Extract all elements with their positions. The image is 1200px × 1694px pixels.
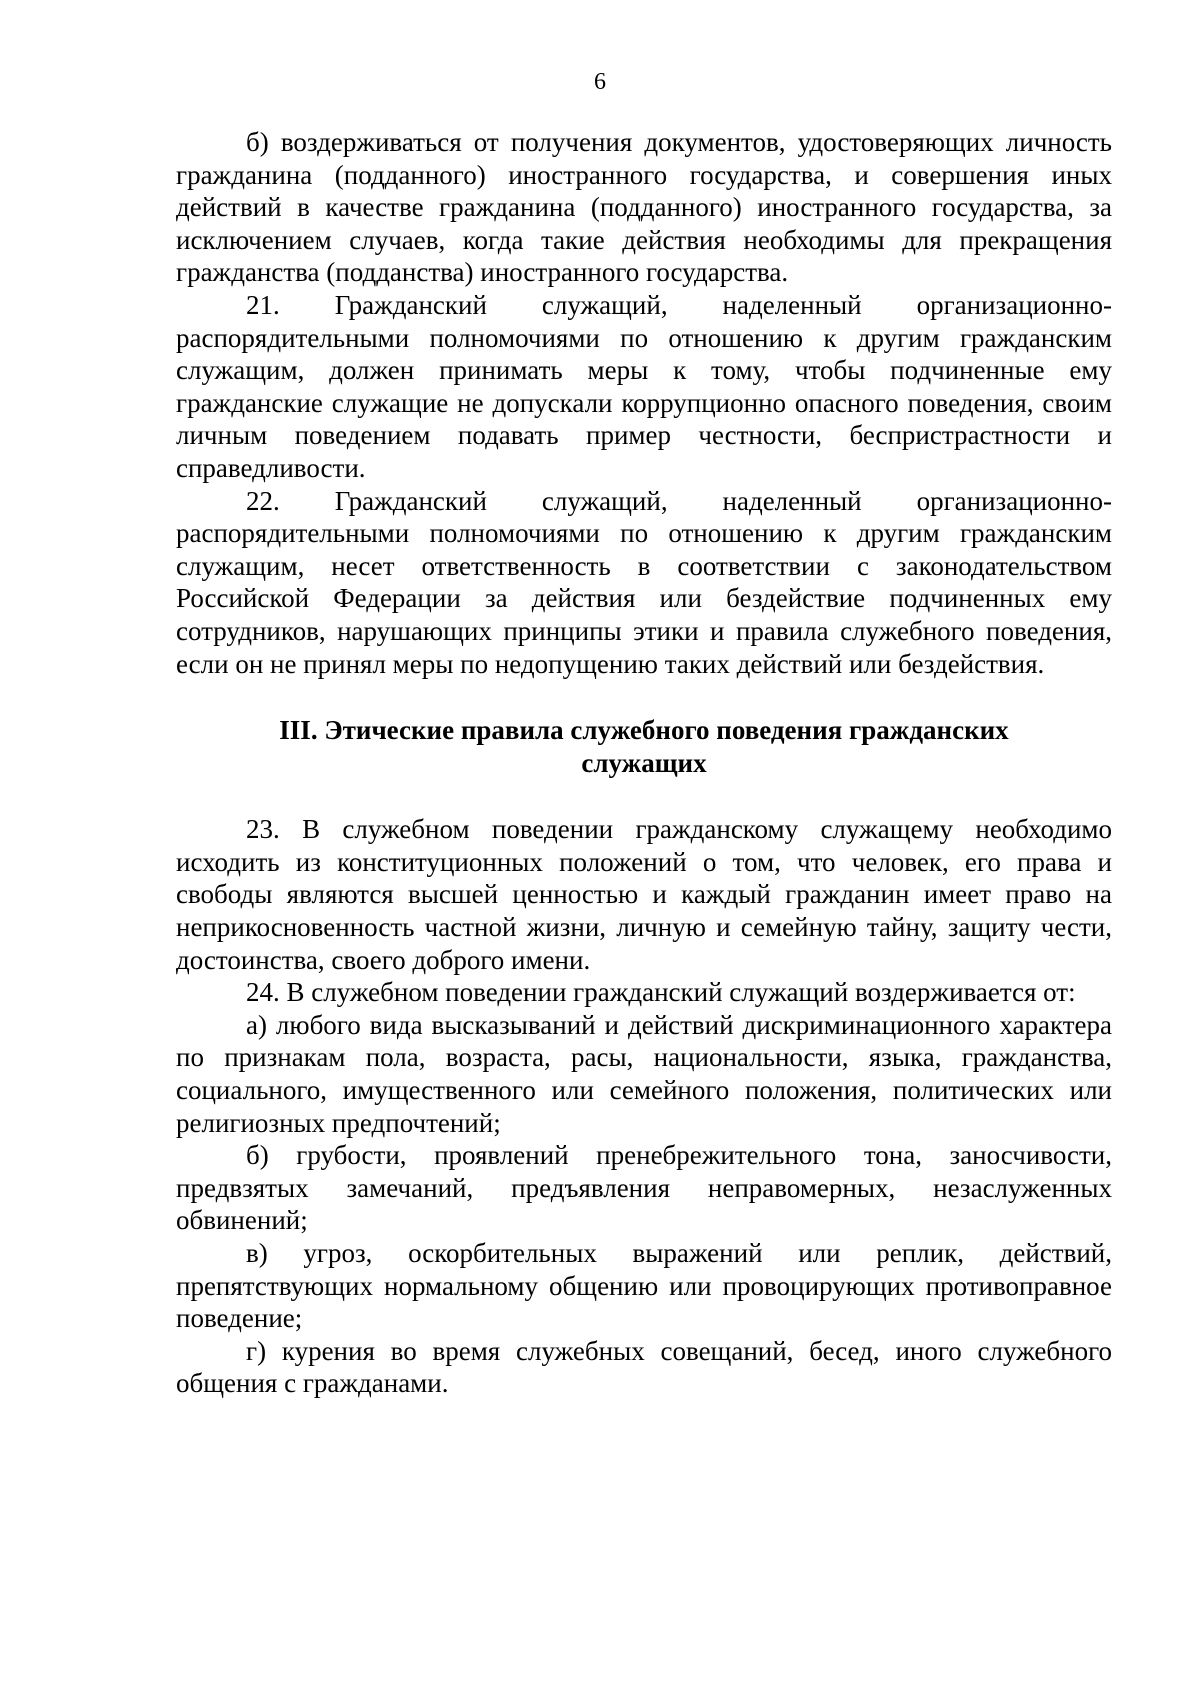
paragraph-b-refrain: б) воздерживаться от получения документов, удостоверяющих личность гражданина (подданного) иностранного государства, и совершения иных действий в качестве гражданина (подданного) иностранного государства, за исключением случаев, когда такие действия необходимы для прекращения гражданства (подданства) иностранного государства. [176, 127, 1112, 288]
paragraph-22: 22. Гражданский служащий, наделенный организационно-распорядительными полномочиями по отношению к другим гражданским служащим, несет ответственность в соответствии с законодательством Российской Федерации за действия или бездействие подчиненных ему сотрудников, нарушающих принципы этики и правила служебного поведения, если он не принял меры по недопущению таких действий или бездействия. [176, 485, 1112, 679]
page-number: 6 [594, 69, 606, 95]
document-body [176, 126, 1112, 1400]
section-heading: III. Этические правила служебного поведения гражданских служащих [279, 715, 1009, 778]
paragraph-21: 21. Гражданский служащий, наделенный организационно-распорядительными полномочиями по отношению к другим гражданским служащим, должен принимать меры к тому, чтобы подчиненные ему гражданские служащие не допускали коррупционно опасного поведения, своим личным поведением подавать пример честности, беспристрастности и справедливости. [176, 289, 1112, 483]
paragraph-24-v: в) угроз, оскорбительных выражений или реплик, действий, препятствующих нормальному общению или провоцирующих противоправное поведение; [176, 1238, 1112, 1334]
paragraph-24-g: г) курения во время служебных совещаний, бесед, иного служебного общения с гражданами. [176, 1335, 1112, 1399]
paragraph-24-a: а) любого вида высказываний и действий дискриминационного характера по признакам пола, возраста, расы, национальности, языка, гражданства, социального, имущественного или семейного положения, политических или религиозных предпочтений; [176, 1009, 1112, 1138]
paragraph-23: 23. В служебном поведении гражданскому служащему необходимо исходить из конституционных положений о том, что человек, его права и свободы являются высшей ценностью и каждый гражданин имеет право на неприкосновенность частной жизни, личную и семейную тайну, защиту чести, достоинства, своего доброго имени. [176, 814, 1112, 975]
paragraph-24-b: б) грубости, проявлений пренебрежительного тона, заносчивости, предвзятых замечаний, предъявления неправомерных, незаслуженных обвинений; [176, 1140, 1112, 1236]
paragraph-24: 24. В служебном поведении гражданский служащий воздерживается от: [246, 977, 1076, 1008]
